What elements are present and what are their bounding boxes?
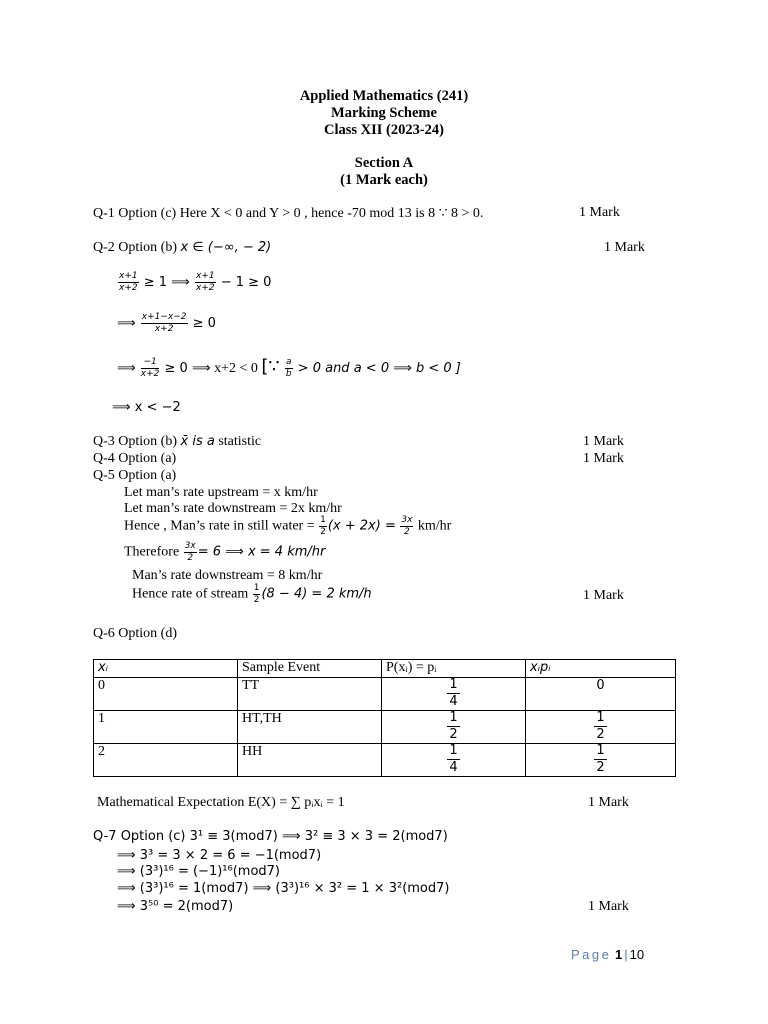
q2-frac-d	[141, 358, 160, 379]
table-row	[94, 744, 676, 777]
q5-line-3-paren: (x + 2x) =	[327, 518, 396, 534]
q2-frac-d-num: −1	[141, 358, 160, 369]
q7-line-3: ⟹ (3³)¹⁶ = (−1)¹⁶(mod7)	[117, 864, 280, 879]
q5-frac-3x2	[400, 516, 413, 537]
q5-line-6-post: (8 − 4) = 2 km/h	[261, 586, 372, 602]
q2-frac-ab	[285, 358, 293, 379]
q6-p-den: 4	[449, 760, 458, 775]
q2-frac-a-num: x+1	[119, 271, 138, 281]
q2-frac-b	[195, 272, 216, 293]
q5-line-5: Man’s rate downstream = 8 km/hr	[132, 568, 323, 583]
q7-line-4: ⟹ (3³)¹⁶ = 1(mod7) ⟹ (3³)¹⁶ × 3² = 1 × 3²(mod7)	[117, 881, 450, 896]
q5-line-3	[124, 516, 451, 537]
q2-step-2-tail: ≥ 0	[192, 316, 216, 331]
q2-step-1	[117, 272, 271, 293]
doc-subtitle: Marking Scheme	[331, 105, 437, 121]
q6-col-p: P(xᵢ) = pᵢ	[382, 660, 526, 678]
q6-cell-event: HH	[238, 744, 382, 777]
q2-bracket-tail: > 0 and a < 0 ⟹ b < 0 ]	[297, 361, 461, 376]
q5-heading: Q-5 Option (a)	[93, 468, 177, 483]
q6-cell-p	[382, 678, 526, 711]
q2-mark: 1 Mark	[604, 240, 645, 255]
q6-xp-num: 1	[596, 710, 605, 725]
q2-bracket-open: [∵	[261, 356, 280, 377]
q2-frac-a-den: x+2	[119, 283, 138, 293]
q3-suffix: statistic	[214, 434, 262, 449]
q6-cell-p	[382, 711, 526, 744]
q5-frac-3x2-num: 3x	[401, 515, 413, 525]
q6-col-event: Sample Event	[238, 660, 382, 678]
page-number: 1	[615, 947, 623, 962]
q6-cell-event: HT,TH	[238, 711, 382, 744]
q5-mark: 1 Mark	[583, 588, 624, 603]
q6-p-frac	[447, 711, 459, 741]
q5-frac-half-num: 1	[320, 515, 326, 525]
q6-col-x: xᵢ	[94, 660, 238, 678]
q6-cell-x: 0	[94, 678, 238, 711]
q5-frac-half-den: 2	[320, 527, 326, 537]
q7-line-1: Q-7 Option (c) 3¹ ≡ 3(mod7) ⟹ 3² ≡ 3 × 3 = 2(mod7)	[93, 829, 448, 844]
q5-frac-stream	[253, 584, 261, 605]
q6-cell-event: TT	[238, 678, 382, 711]
q6-p-den: 2	[449, 727, 458, 742]
q6-p-num: 1	[449, 677, 458, 692]
q6-xp-den: 2	[596, 727, 605, 742]
q5-line-3-unit: km/hr	[414, 518, 452, 534]
q6-xp-num: 1	[596, 743, 605, 758]
q3-prefix: Q-3 Option (b)	[93, 434, 181, 449]
q5-line-1: Let man’s rate upstream = x km/hr	[124, 485, 318, 500]
q6-p-num: 1	[449, 710, 458, 725]
q5-frac-therefore-den: 2	[187, 553, 194, 563]
q6-cell-x: 2	[94, 744, 238, 777]
section-title: Section A	[354, 155, 414, 171]
q6-xp-frac	[594, 711, 606, 741]
q6-cell-x: 1	[94, 711, 238, 744]
q2-frac-b-den: x+2	[195, 283, 215, 293]
q1-text: Q-1 Option (c) Here X < 0 and Y > 0 , hence -70 mod 13 is 8 ∵ 8 > 0.	[93, 206, 484, 221]
q5-line-6-pre: Hence rate of stream	[132, 586, 252, 602]
q6-col-xp: xᵢpᵢ	[526, 660, 676, 678]
q1-mark: 1 Mark	[579, 205, 620, 220]
q6-p-frac	[447, 744, 459, 774]
q2-frac-b-num: x+1	[195, 271, 215, 281]
q2-step-3	[117, 356, 461, 379]
q3-math: x̄ is a	[180, 434, 215, 449]
table-row	[94, 678, 676, 711]
q2-frac-c-num: x+1−x−2	[141, 312, 187, 322]
q5-frac-3x2-den: 2	[404, 527, 410, 537]
q2-frac-ab-num: a	[286, 357, 292, 367]
q2-head-text: Q-2 Option (b)	[93, 240, 181, 255]
q2-step-1-mid: ≥ 1 ⟹	[143, 275, 190, 290]
q7-mark: 1 Mark	[588, 899, 629, 914]
q2-frac-d-den: x+2	[140, 369, 160, 379]
q5-frac-half	[319, 516, 327, 537]
table-row	[94, 711, 676, 744]
q6-expectation: Mathematical Expectation E(X) = ∑ pᵢxᵢ = 1	[97, 795, 345, 810]
q2-step-3-text: x+2 < 0	[210, 361, 262, 376]
q2-heading	[93, 240, 271, 256]
q2-head-math: x ∈ (−∞, − 2)	[180, 240, 272, 255]
q5-line-4-pre: Therefore	[124, 544, 183, 560]
q6-xp-frac	[594, 744, 606, 774]
q5-line-4-post: = 6 ⟹ x = 4 km/hr	[197, 544, 326, 560]
q6-cell-xp	[526, 711, 676, 744]
q4-mark: 1 Mark	[583, 451, 624, 466]
q6-p-frac	[447, 678, 459, 708]
q6-p-num: 1	[449, 743, 458, 758]
q6-cell-xp: 0	[526, 678, 676, 711]
q7-line-5: ⟹ 3⁵⁰ = 2(mod7)	[117, 899, 234, 914]
q2-step-3-mid: ≥ 0 ⟹	[164, 361, 211, 376]
q5-line-2: Let man’s rate downstream = 2x km/hr	[124, 501, 342, 516]
q2-frac-a	[118, 272, 139, 293]
page-footer: Page 1 | 10	[571, 947, 645, 962]
q6-cell-p	[382, 744, 526, 777]
q7-line-2: ⟹ 3³ = 3 × 2 = 6 = −1(mod7)	[117, 848, 322, 863]
q2-step-2	[117, 313, 216, 334]
q6-heading: Q-6 Option (d)	[93, 626, 177, 641]
q6-mark: 1 Mark	[588, 795, 629, 810]
page-total: 10	[629, 947, 645, 962]
q3-mark: 1 Mark	[583, 434, 624, 449]
q3-line	[93, 434, 261, 450]
q2-step-4: ⟹ x < −2	[112, 400, 181, 415]
q2-frac-c	[141, 313, 188, 334]
q5-frac-therefore-num: 3x	[184, 541, 196, 551]
section-note: (1 Mark each)	[340, 172, 428, 188]
q5-line-4	[124, 542, 325, 563]
q2-step-1-tail: − 1 ≥ 0	[220, 275, 272, 290]
class-line: Class XII (2023-24)	[323, 122, 445, 138]
q6-table-header	[94, 660, 676, 678]
q5-frac-stream-den: 2	[253, 595, 260, 605]
q5-line-3-pre: Hence , Man’s rate in still water =	[124, 518, 315, 534]
q2-frac-c-den: x+2	[154, 324, 174, 334]
q6-table	[93, 659, 676, 777]
q6-p-den: 4	[449, 694, 458, 709]
q2-frac-ab-den: b	[285, 369, 292, 379]
q2-step-2-arrow: ⟹	[117, 316, 136, 331]
q5-frac-stream-num: 1	[253, 583, 260, 593]
q2-step-3-arrow: ⟹	[117, 361, 136, 376]
doc-title: Applied Mathematics (241)	[299, 88, 469, 104]
q6-xp-den: 2	[596, 760, 605, 775]
q5-line-6	[132, 584, 372, 605]
q4-line: Q-4 Option (a)	[93, 451, 177, 466]
page-label: Page	[571, 947, 612, 962]
q6-cell-xp	[526, 744, 676, 777]
q5-frac-therefore	[184, 542, 197, 563]
